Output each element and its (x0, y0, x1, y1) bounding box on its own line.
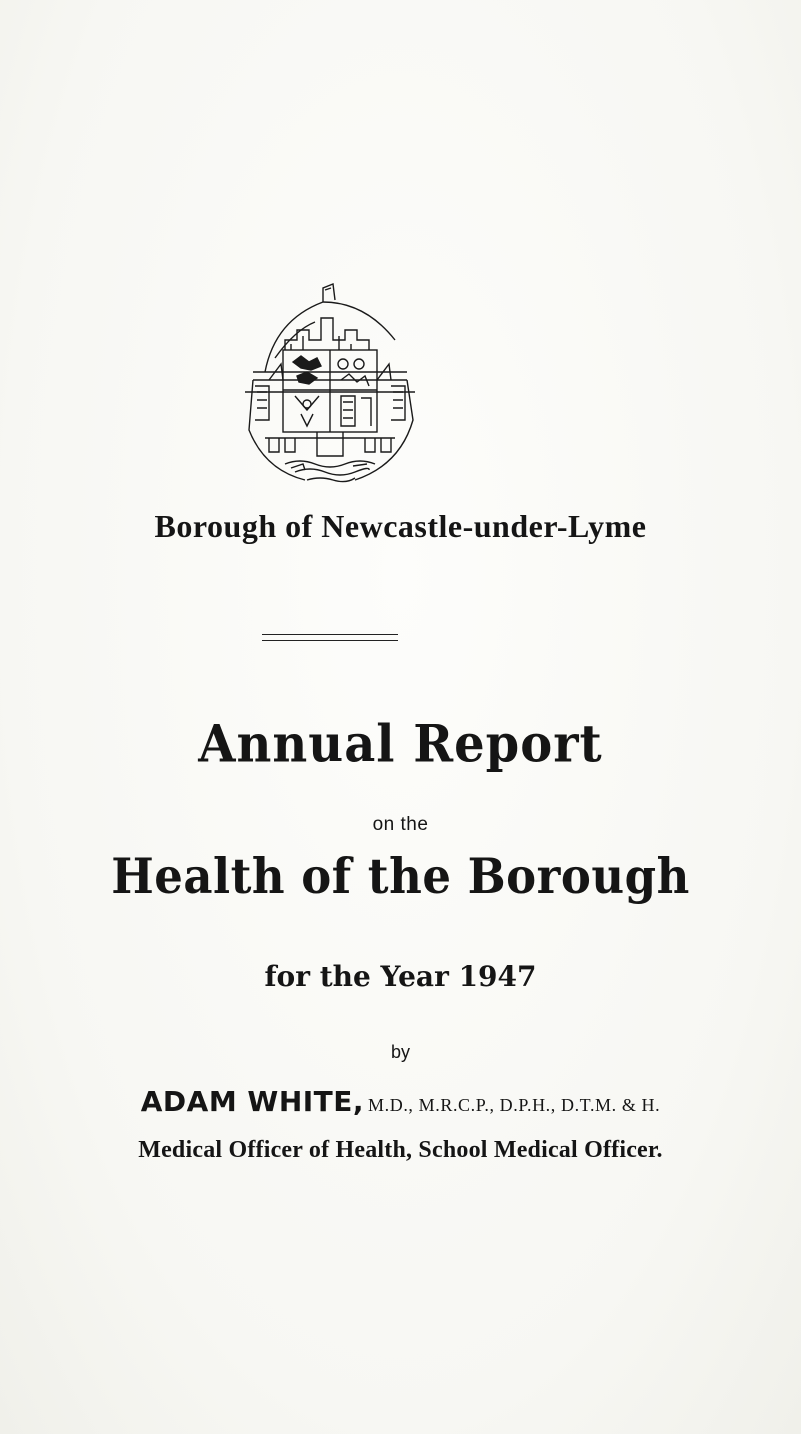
title-divider-top (262, 634, 398, 635)
title-connector: on the (372, 814, 429, 835)
author-line (0, 1085, 801, 1118)
author-role: Medical Officer of Health, School Medical Officer. (138, 1137, 663, 1163)
author-qualifications: M.D., M.R.C.P., D.P.H., D.T.M. & H. (368, 1095, 661, 1115)
author-by: by (390, 1042, 410, 1062)
report-subject: Health of the Borough (111, 847, 690, 906)
borough-coat-of-arms-icon (245, 280, 415, 490)
borough-name: Borough of Newcastle-under-Lyme (154, 508, 647, 544)
author-name: ADAM WHITE, (140, 1085, 365, 1118)
title-divider-bottom (262, 640, 398, 641)
report-year-line: for the Year 1947 (264, 960, 537, 993)
report-title: Annual Report (198, 713, 603, 775)
